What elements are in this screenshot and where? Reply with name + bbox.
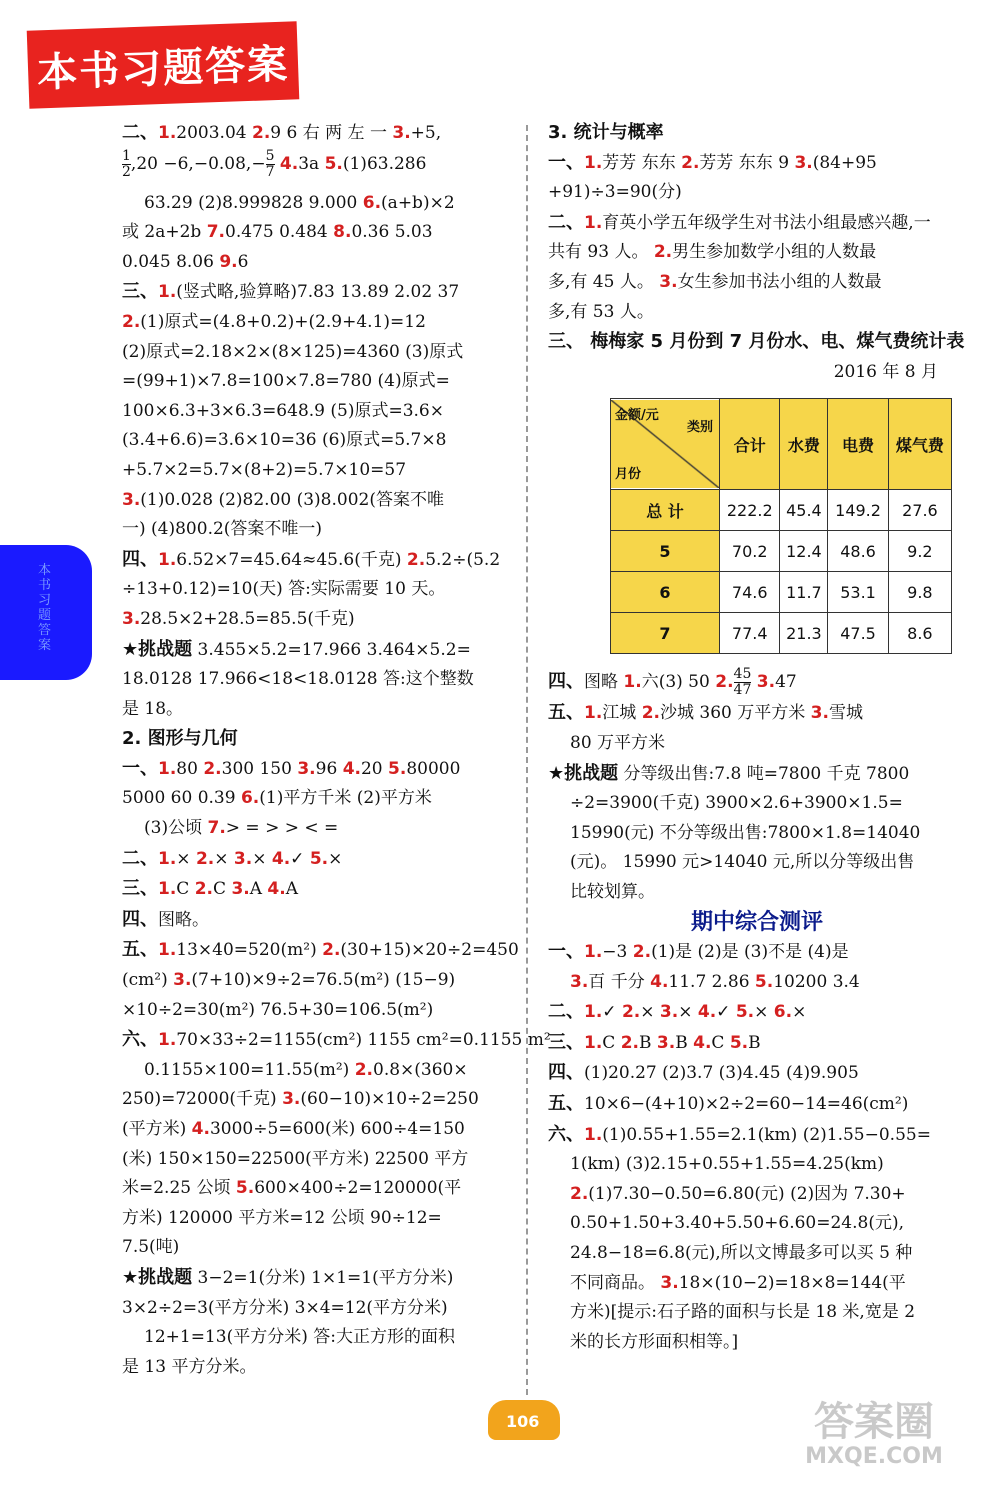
- text-line: ÷2=3900(千克) 3900×2.6+3900×1.5=: [570, 793, 903, 814]
- fraction: $\frac{45}{47}$: [733, 666, 752, 699]
- midterm-title: 期中综合测评: [690, 909, 823, 935]
- right-column: [548, 118, 966, 1357]
- column-divider: [526, 125, 528, 1395]
- section-heading: 3. 统计与概率: [548, 122, 664, 143]
- row-label: 6: [611, 572, 720, 613]
- table-date: 2016 年 8 月: [833, 361, 938, 382]
- table-cell: 47.5: [828, 613, 888, 654]
- text-line: 米=2.25 公顷 5.600×400÷2=120000(平: [122, 1178, 462, 1199]
- text-line: 二、1.2003.04 2.9 6 右 两 左 一 3.+5,: [122, 122, 442, 143]
- table-row: [611, 613, 952, 654]
- text-line: $\frac{1}{2}$ ,20 −6,−0.08,− $\frac{5}{7}$ 4.3a 5.(1)63.286: [122, 147, 427, 180]
- text-line: 米的长方形面积相等。]: [570, 1331, 739, 1352]
- text-line: 四、(1)20.27 (2)3.7 (3)4.45 (4)9.905: [548, 1062, 859, 1084]
- text-line: 四、1.6.52×7=45.64≈45.6(千克) 2.5.2÷(5.2: [122, 548, 501, 570]
- answer-banner: [27, 21, 300, 108]
- text-line: 二、1.✓ 2.× 3.× 4.✓ 5.× 6.×: [548, 1001, 807, 1023]
- text-line: 一) (4)800.2(答案不唯一): [122, 519, 323, 540]
- text-line: 2.(1)7.30−0.50=6.80(元) (2)因为 7.30+: [570, 1183, 906, 1204]
- text-line: 二、1.育英小学五年级学生对书法小组最感兴趣,一: [548, 211, 931, 233]
- text-line: 12+1=13(平方分米) 答:大正方形的面积: [144, 1327, 455, 1348]
- text-line: 共有 93 人。 2.男生参加数学小组的人数最: [548, 242, 877, 263]
- text-line: (米) 150×150=22500(平方米) 22500 平方: [122, 1148, 469, 1169]
- text-line: 多,有 45 人。 3.女生参加书法小组的人数最: [548, 271, 882, 292]
- text-line: 五、10×6−(4+10)×2÷2=60−14=46(cm²): [548, 1093, 909, 1115]
- watermark-logo: [774, 1400, 974, 1480]
- text-line: 六、1.(1)0.55+1.55=2.1(km) (2)1.55−0.55=: [548, 1123, 931, 1145]
- text-line: 3×2÷2=3(平方分米) 3×4=12(平方分米): [122, 1297, 448, 1318]
- corner-month: 月份: [615, 467, 642, 482]
- fraction: $\frac{1}{2}$: [122, 147, 131, 180]
- text-line: 63.29 (2)8.999828 9.000 6.(a+b)×2: [144, 192, 455, 213]
- text-line: 100×6.3+3×6.3=648.9 (5)原式=3.6×: [122, 400, 444, 421]
- text-line: 250)=72000(千克) 3.(60−10)×10÷2=250: [122, 1089, 479, 1110]
- row-label: 总 计: [611, 490, 720, 531]
- text-line: (2)原式=2.18×2×(8×125)=4360 (3)原式: [122, 341, 464, 362]
- table-cell: 53.1: [828, 572, 888, 613]
- watermark-top: 答案圈: [814, 1399, 934, 1445]
- table-caption: 三、 梅梅家 5 月份到 7 月份水、电、煤气费统计表: [548, 331, 965, 353]
- text-line: (元)。 15990 元>14040 元,所以分等级出售: [570, 852, 915, 873]
- table-cell: 70.2: [720, 531, 780, 572]
- text-line: 多,有 53 人。: [548, 301, 654, 322]
- text-line: 方米) 120000 平方米=12 公顷 90÷12=: [122, 1207, 442, 1228]
- text-line: 80 万平方米: [570, 732, 666, 753]
- text-line: 0.1155×100=11.55(m²) 2.0.8×(360×: [144, 1059, 468, 1080]
- text-line: 3.百 千分 4.11.7 2.86 5.10200 3.4: [570, 971, 860, 992]
- text-line: +5.7×2=5.7×(8+2)=5.7×10=57: [122, 459, 407, 480]
- text-line: 二、1.× 2.× 3.× 4.✓ 5.×: [122, 847, 343, 869]
- text-line: 四、图略。: [122, 908, 209, 930]
- text-line: 是 13 平方分米。: [122, 1356, 257, 1377]
- text-line: ×10÷2=30(m²) 76.5+30=106.5(m²): [122, 999, 434, 1020]
- corner-category: 类别: [686, 420, 713, 435]
- table-cell: 149.2: [828, 490, 888, 531]
- text-line: 18.0128 17.966<18<18.0128 答:这个整数: [122, 669, 474, 690]
- text-line: 六、1.70×33÷2=1155(cm²) 1155 cm²=0.1155 m²: [122, 1029, 551, 1051]
- table-cell: 9.2: [888, 531, 951, 572]
- text-line: 不同商品。 3.18×(10−2)=18×8=144(平: [570, 1272, 906, 1293]
- text-line: 三、1.C 2.B 3.B 4.C 5.B: [548, 1031, 761, 1053]
- side-tab: [0, 545, 92, 680]
- banner-title: 本书习题答案: [36, 41, 290, 96]
- text-line: 或 2a+2b 7.0.475 0.484 8.0.36 5.03: [122, 222, 433, 243]
- text-line: 3.(1)0.028 (2)82.00 (3)8.002(答案不唯: [122, 489, 444, 510]
- table-row: [611, 531, 952, 572]
- table-cell: 48.6: [828, 531, 888, 572]
- text-line: 15990(元) 不分等级出售:7800×1.8=14040: [570, 822, 921, 843]
- text-line: 三、1.(竖式略,验算略)7.83 13.89 2.02 37: [122, 281, 460, 303]
- text-line: 四、图略 1.六(3) 50 2. $\frac{45}{47}$ 3.47: [548, 666, 797, 699]
- table-header-cell: 水费: [780, 399, 828, 490]
- text-line: ÷13+0.12)=10(天) 答:实际需要 10 天。: [122, 579, 446, 600]
- left-column: [122, 118, 551, 1382]
- table-cell: 74.6: [720, 572, 780, 613]
- text-line: 一、1.芳芳 东东 2.芳芳 东东 9 3.(84+95: [548, 151, 877, 173]
- table-cell: 11.7: [780, 572, 828, 613]
- table-cell: 12.4: [780, 531, 828, 572]
- text-line: 是 18。: [122, 698, 184, 719]
- table-cell: 45.4: [780, 490, 828, 531]
- table-cell: 21.3: [780, 613, 828, 654]
- watermark-bottom: MXQE.COM: [805, 1444, 943, 1469]
- table-cell: 27.6: [888, 490, 951, 531]
- diagonal-header: [611, 400, 719, 488]
- text-line: 0.045 8.06 9.6: [122, 251, 249, 272]
- text-line: 24.8−18=6.8(元),所以文博最多可以买 5 种: [570, 1243, 913, 1264]
- side-tab-label: 本书习题答案: [38, 563, 52, 653]
- text-line: 5000 60 0.39 6.(1)平方千米 (2)平方米: [122, 788, 432, 809]
- text-line: (平方米) 4.3000÷5=600(米) 600÷4=150: [122, 1119, 465, 1139]
- table-header-row: [611, 399, 952, 490]
- section-heading: 2. 图形与几何: [122, 728, 238, 750]
- row-label: 7: [611, 613, 720, 654]
- text-line: 1(km) (3)2.15+0.55+1.55=4.25(km): [570, 1154, 884, 1175]
- table-row: [611, 490, 952, 531]
- text-line: 7.5(吨): [122, 1237, 180, 1258]
- text-line: 0.50+1.50+3.40+5.50+6.60=24.8(元),: [570, 1213, 904, 1234]
- page-number: 106: [506, 1412, 540, 1431]
- table-corner-cell: [611, 399, 720, 490]
- text-line: 方米)[提示:石子路的面积与长是 18 米,宽是 2: [570, 1302, 916, 1323]
- text-line: (cm²) 3.(7+10)×9÷2=76.5(m²) (15−9): [122, 970, 456, 991]
- text-line: ★挑战题 3.455×5.2=17.966 3.464×5.2=: [122, 638, 471, 660]
- text-line: 五、1.江城 2.沙城 360 万平方米 3.雪城: [548, 702, 863, 724]
- text-line: 五、1.13×40=520(m²) 2.(30+15)×20÷2=450: [122, 939, 519, 961]
- corner-amount: 金额/元: [615, 408, 659, 423]
- utility-fee-table: [610, 398, 952, 654]
- table-header-cell: 合计: [720, 399, 780, 490]
- text-line: 三、1.C 2.C 3.A 4.A: [122, 878, 298, 900]
- text-line: 一、1.−3 2.(1)是 (2)是 (3)不是 (4)是: [548, 941, 849, 963]
- text-line: 2.(1)原式=(4.8+0.2)+(2.9+4.1)=12: [122, 311, 426, 332]
- text-line: =(99+1)×7.8=100×7.8=780 (4)原式=: [122, 371, 450, 392]
- text-line: +91)÷3=90(分): [548, 182, 682, 203]
- fraction: $\frac{5}{7}$: [265, 147, 275, 180]
- table-cell: 222.2: [720, 490, 780, 531]
- table-cell: 8.6: [888, 613, 951, 654]
- table-row: [611, 572, 952, 613]
- text-line: 比较划算。: [570, 881, 655, 902]
- table-cell: 77.4: [720, 613, 780, 654]
- text-line: 一、1.80 2.300 150 3.96 4.20 5.80000: [122, 757, 461, 779]
- text-line: 3.28.5×2+28.5=85.5(千克): [122, 608, 355, 629]
- text-line: ★挑战题 分等级出售:7.8 吨=7800 千克 7800: [548, 762, 910, 784]
- text-line: (3)公顷 7.> = > > < =: [144, 818, 339, 839]
- page-number-mascot: [488, 1400, 560, 1440]
- text-line: (3.4+6.6)=3.6×10=36 (6)原式=5.7×8: [122, 430, 447, 451]
- text-line: ★挑战题 3−2=1(分米) 1×1=1(平方分米): [122, 1266, 454, 1288]
- row-label: 5: [611, 531, 720, 572]
- table-header-cell: 电费: [828, 399, 888, 490]
- table-cell: 9.8: [888, 572, 951, 613]
- table-header-cell: 煤气费: [888, 399, 951, 490]
